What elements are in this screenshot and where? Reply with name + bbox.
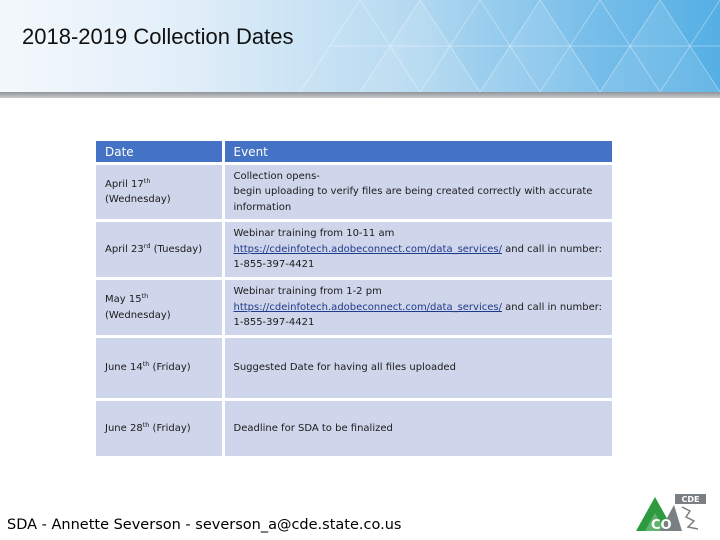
- collection-dates-table: [96, 141, 612, 456]
- table-row: [96, 221, 612, 279]
- event-cell: [223, 400, 612, 457]
- date-text: May 15: [105, 294, 142, 305]
- banner-divider: [0, 92, 720, 98]
- table-row: [96, 400, 612, 457]
- table-header-row: [96, 141, 612, 164]
- date-suffix: th: [142, 420, 150, 429]
- date-cell: [96, 164, 223, 221]
- webinar-link[interactable]: https://cdeinfotech.adobeconnect.com/data_services/: [233, 301, 502, 313]
- date-text: June 14: [105, 362, 143, 374]
- date-suffix: th: [142, 360, 150, 369]
- date-suffix: th: [141, 292, 149, 300]
- date-text: April 17: [105, 178, 144, 190]
- date-weekday: (Friday): [152, 362, 191, 374]
- event-cell: [223, 337, 612, 400]
- table-row: [96, 279, 612, 337]
- date-weekday: (Wednesday): [105, 309, 171, 321]
- event-cell: [223, 164, 612, 221]
- date-cell: [96, 221, 223, 279]
- event-text: Deadline for SDA to be finalized: [233, 422, 393, 434]
- date-text: June 28: [105, 422, 143, 434]
- date-text: April 23: [105, 243, 144, 255]
- webinar-link[interactable]: https://cdeinfotech.adobeconnect.com/data_services/: [233, 243, 502, 255]
- date-cell: [96, 279, 223, 337]
- phone-number: 1-855-397-4421: [233, 259, 315, 271]
- date-cell: [96, 337, 223, 400]
- event-cell: [223, 279, 612, 337]
- event-cell: [223, 221, 612, 279]
- logo-top-text: CDE: [681, 495, 700, 504]
- cde-logo-icon: [634, 491, 708, 533]
- header-date: Date: [96, 141, 223, 164]
- footer-contact: SDA - Annette Severson - severson_a@cde.state.co.us: [7, 517, 402, 533]
- event-text: Webinar training from 10-11 am: [233, 228, 395, 240]
- event-text: Collection opens-: [233, 170, 320, 182]
- title-banner: [0, 0, 720, 92]
- header-event: Event: [223, 141, 612, 164]
- date-cell: [96, 400, 223, 457]
- date-weekday: (Wednesday): [105, 194, 171, 205]
- event-text: begin uploading to verify files are being created correctly with accurate information: [233, 186, 593, 213]
- logo-main-text: CO: [651, 518, 672, 533]
- event-text: and call in number:: [505, 243, 603, 255]
- date-weekday: (Tuesday): [153, 243, 203, 255]
- date-suffix: rd: [143, 241, 151, 250]
- date-weekday: (Friday): [152, 422, 191, 434]
- date-suffix: th: [143, 176, 151, 185]
- event-text: and call in number:: [505, 301, 603, 313]
- page-title: 2018-2019 Collection Dates: [22, 24, 294, 49]
- event-text: Suggested Date for having all files uploaded: [233, 362, 456, 374]
- event-text: Webinar training from 1-2 pm: [233, 286, 382, 298]
- table-row: [96, 164, 612, 221]
- table-row: [96, 337, 612, 400]
- phone-number: 1-855-397-4421: [233, 317, 315, 329]
